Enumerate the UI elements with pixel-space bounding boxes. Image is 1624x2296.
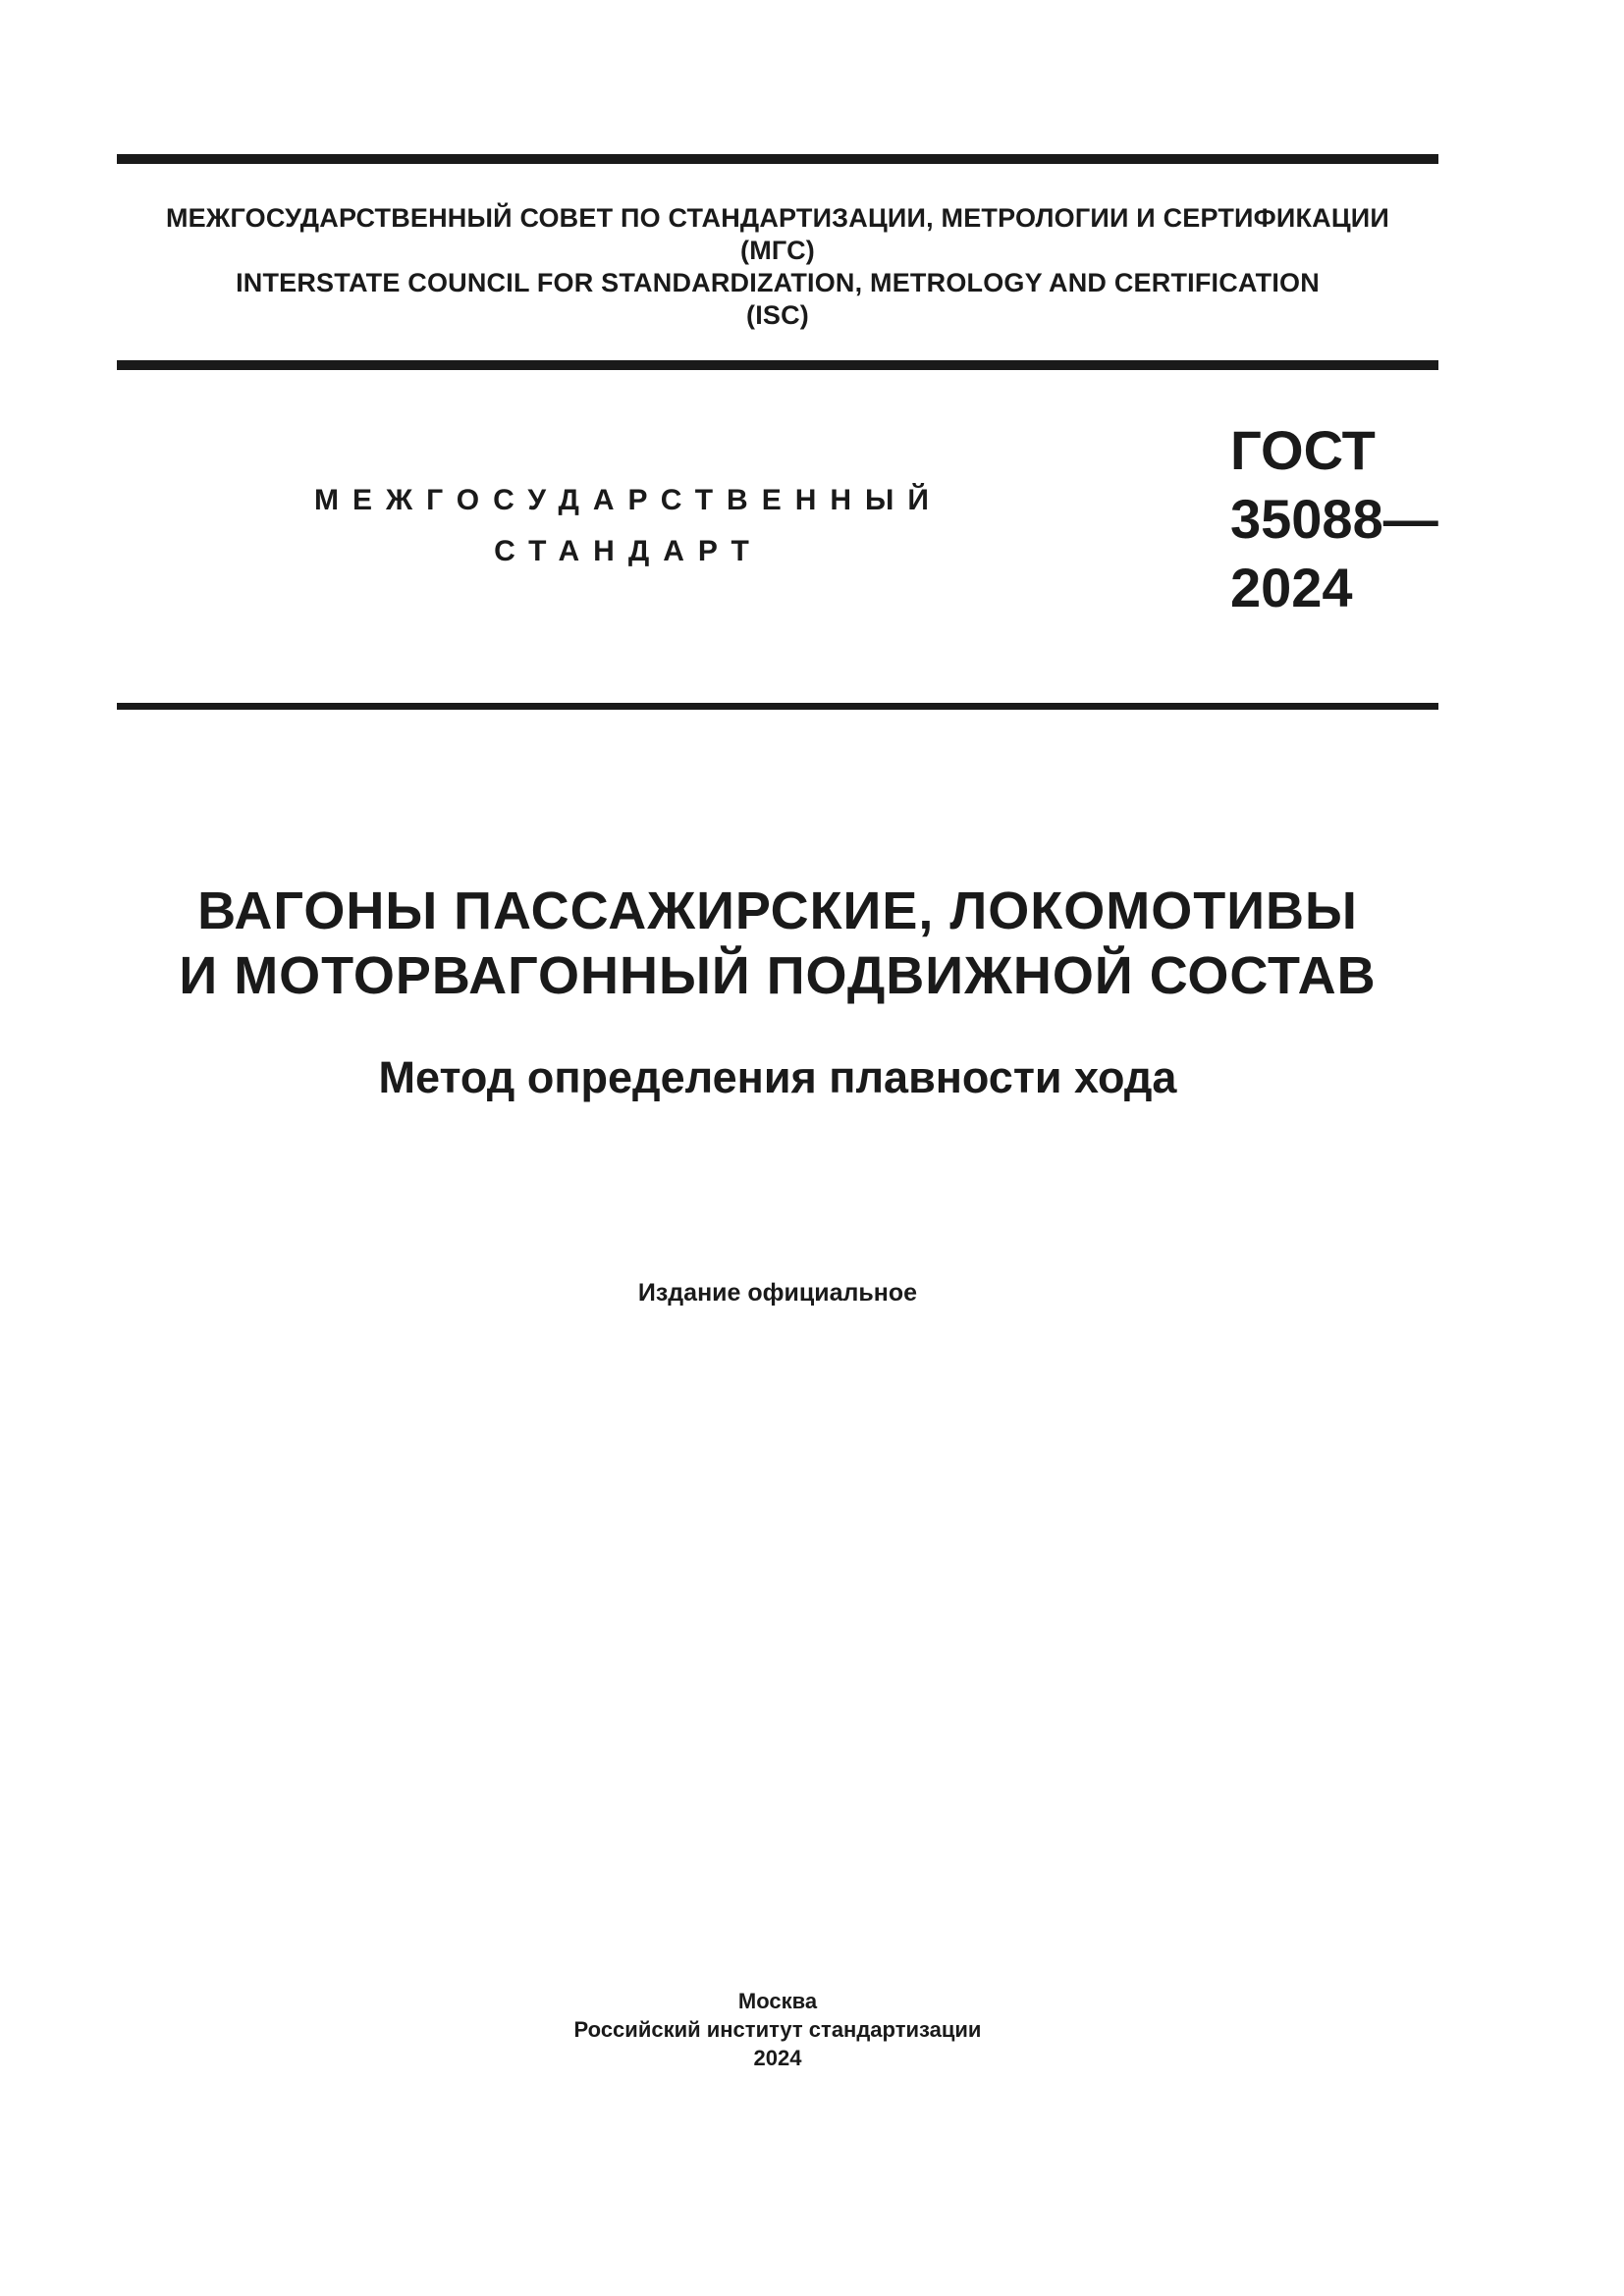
designation-prefix: ГОСТ [1230,419,1376,481]
standard-type-line1: МЕЖГОСУДАРСТВЕННЫЙ [314,484,943,516]
council-abbr-en: (ISC) [746,300,809,330]
standard-type-line2: СТАНДАРТ [494,535,763,567]
designation-year: 2024 [1230,557,1353,618]
designation-number: 35088— [1230,488,1438,550]
title-line2: И МОТОРВАГОННЫЙ ПОДВИЖНОЙ СОСТАВ [179,946,1377,1005]
council-header [117,202,1438,332]
council-name-en: INTERSTATE COUNCIL FOR STANDARDIZATION, METROLOGY AND CERTIFICATION [236,268,1320,297]
document-title [117,879,1438,1008]
edition-note: Издание официальное [637,1279,918,1307]
header-divider [117,360,1438,370]
imprint-publisher: Российский институт стандартизации [573,2017,982,2042]
council-name-ru: МЕЖГОСУДАРСТВЕННЫЙ СОВЕТ ПО СТАНДАРТИЗАЦИИ, МЕТРОЛОГИИ И СЕРТИФИКАЦИИ [165,203,1390,233]
standard-type [226,475,1031,577]
standard-designation [1230,416,1438,622]
council-abbr-ru: (МГС) [740,236,815,265]
title-line1: ВАГОНЫ ПАССАЖИРСКИЕ, ЛОКОМОТИВЫ [197,881,1358,940]
imprint-year: 2024 [753,2046,802,2070]
document-subtitle: Метод определения плавности хода [378,1052,1177,1102]
designation-divider [117,703,1438,710]
imprint-city: Москва [737,1989,818,2013]
imprint [117,1987,1438,2072]
top-divider [117,154,1438,164]
